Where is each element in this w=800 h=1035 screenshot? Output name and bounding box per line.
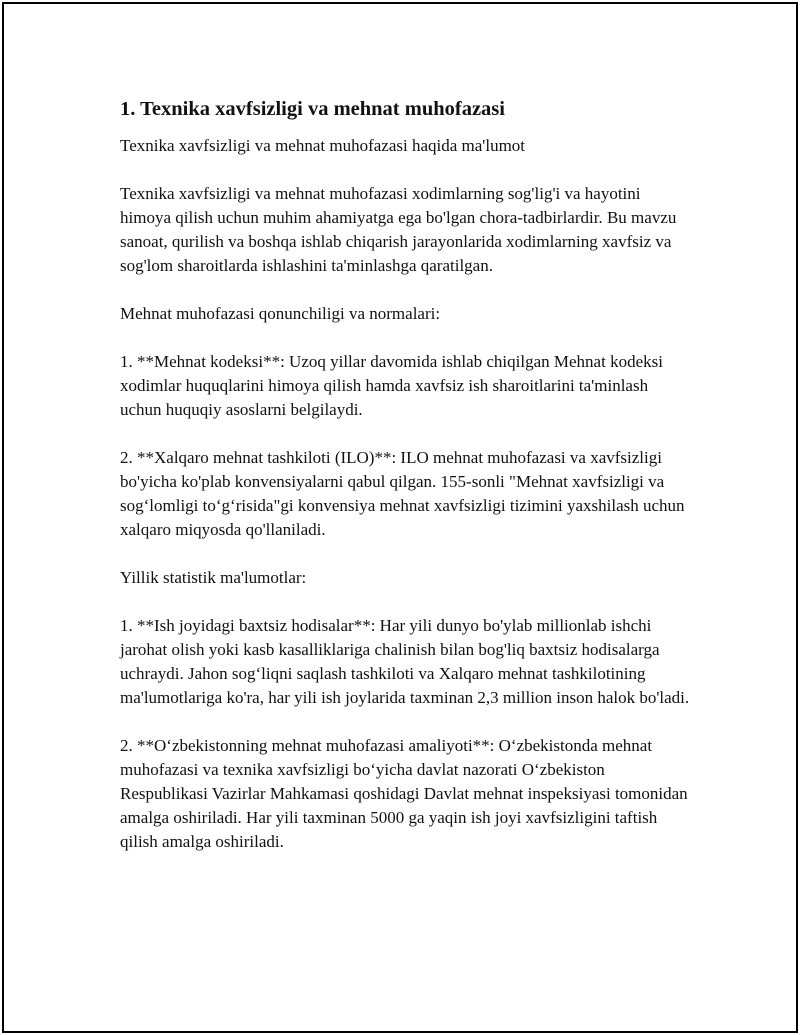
document-body xyxy=(120,96,690,878)
statistics-item-uzbekistan: 2. **O‘zbekistonning mehnat muhofazasi amaliyoti**: O‘zbekistonda mehnat muhofazasi va texnika xavfsizligi bo‘yicha davlat nazorati O‘zbekiston Respublikasi Vazirlar Mahkamasi qoshidagi Davlat mehnat inspeksiyasi tomonidan amalga oshiriladi. Har yili taxminan 5000 ga yaqin ish joyi xavfsizligini taftish qilish amalga oshiriladi. xyxy=(120,736,688,851)
section-heading-statistics: Yillik statistik ma'lumotlar: xyxy=(120,568,307,587)
legislation-item-ilo: 2. **Xalqaro mehnat tashkiloti (ILO)**: ILO mehnat muhofazasi va xavfsizligi bo'yicha ko'plab konvensiyalarni qabul qilgan. 155-sonli "Mehnat xavfsizligi va sog‘lomligi to‘g‘risida"gi konvensiya mehnat xavfsizligi tizimini yaxshilash uchun xalqaro miqyosda qo'llaniladi. xyxy=(120,448,685,539)
legislation-item-labor-code: 1. **Mehnat kodeksi**: Uzoq yillar davomida ishlab chiqilgan Mehnat kodeksi xodimlar huquqlarini himoya qilish hamda xavfsiz ish sharoitlarini ta'minlash uchun huquqiy asoslarni belgilaydi. xyxy=(120,352,663,419)
intro-paragraph: Texnika xavfsizligi va mehnat muhofazasi xodimlarning sog'lig'i va hayotini himoya qilish uchun muhim ahamiyatga ega bo'lgan chora-tadbirlardir. Bu mavzu sanoat, qurilish va boshqa ishlab chiqarish jarayonlarida xodimlarning xavfsiz va sog'lom sharoitlarda ishlashini ta'minlashga qaratilgan. xyxy=(120,184,677,275)
statistics-item-accidents: 1. **Ish joyidagi baxtsiz hodisalar**: Har yili dunyo bo'ylab millionlab ishchi jarohat olish yoki kasb kasalliklariga chalinish bilan bog'liq baxtsiz hodisalarga uchraydi. Jahon sog‘liqni saqlash tashkiloti va Xalqaro mehnat tashkilotining ma'lumotlariga ko'ra, har yili ish joylarida taxminan 2,3 million inson halok bo'ladi. xyxy=(120,616,690,707)
page-title: 1. Texnika xavfsizligi va mehnat muhofazasi xyxy=(120,98,505,120)
document-subtitle: Texnika xavfsizligi va mehnat muhofazasi haqida ma'lumot xyxy=(120,136,526,155)
document-page xyxy=(2,2,798,1033)
section-heading-legislation: Mehnat muhofazasi qonunchiligi va normalari: xyxy=(120,304,441,323)
